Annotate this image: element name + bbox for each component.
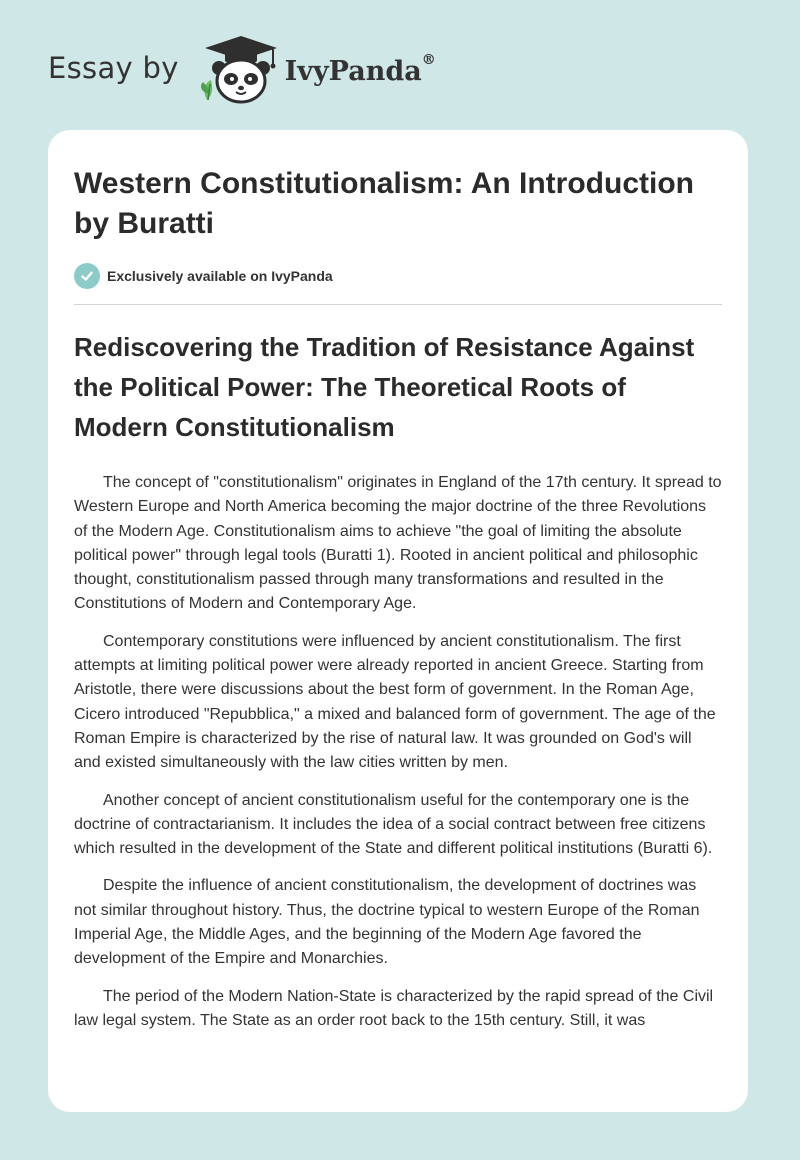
brand-name [284,51,436,87]
section-heading: Rediscovering the Tradition of Resistance Against the Political Power: The Theoretical Roots of Modern Constitutionalism [74,332,695,442]
registered-mark: ® [421,51,436,68]
brand-header[interactable] [48,34,436,106]
panda-graduate-icon [195,34,281,106]
divider [74,304,722,305]
paragraph: Despite the influence of ancient constitutionalism, the development of doctrines was not similar throughout history. Thus, the doctrine typical to western Europe of the Roman Imperial Age, the Middle Ages, and the beginning of the Modern Age favored the development of the Empire and Monarchies. [74,877,700,968]
page-title: Western Constitutionalism: An Introduction by Buratti [74,167,694,240]
paragraph: Contemporary constitutions were influenced by ancient constitutionalism. The first attempts at limiting political power were already reported in ancient Greece. Starting from Aristotle, there were discussions about the best form of government. In the Roman Age, Cicero introduced "Repubblica," a mixed and balanced form of government. The age of the Roman Empire is characterized by the rise of natural law. It was grounded on God's will and existed simultaneously with the law cities written by men. [74,632,716,772]
exclusive-badge [74,262,722,290]
paragraph: Another concept of ancient constitutionalism useful for the contemporary one is the doctrine of contractarianism. It includes the idea of a social contract between free citizens which resulted in the development of the State and different political institutions (Buratti 6). [74,791,713,858]
brand-prefix: Essay by [48,51,179,85]
paragraph: The period of the Modern Nation-State is characterized by the rapid spread of the Civil law legal system. The State as an order root back to the 15th century. Still, it was [74,987,714,1029]
check-icon [74,263,100,289]
paragraph: The concept of "constitutionalism" originates in England of the 17th century. It spread to Western Europe and North America becoming the major doctrine of the three Revolutions of the Modern Age. Constitutionalism aims to achieve "the goal of limiting the absolute political power" through legal tools (Buratti 1). Rooted in ancient political and philosophic thought, constitutionalism passed through many transformations and resulted in the Constitutions of Modern and Contemporary Age. [74,474,722,613]
essay-card [48,130,748,1112]
exclusive-text: Exclusively available on IvyPanda [107,268,333,284]
brand-name-text: IvyPanda [284,55,422,87]
